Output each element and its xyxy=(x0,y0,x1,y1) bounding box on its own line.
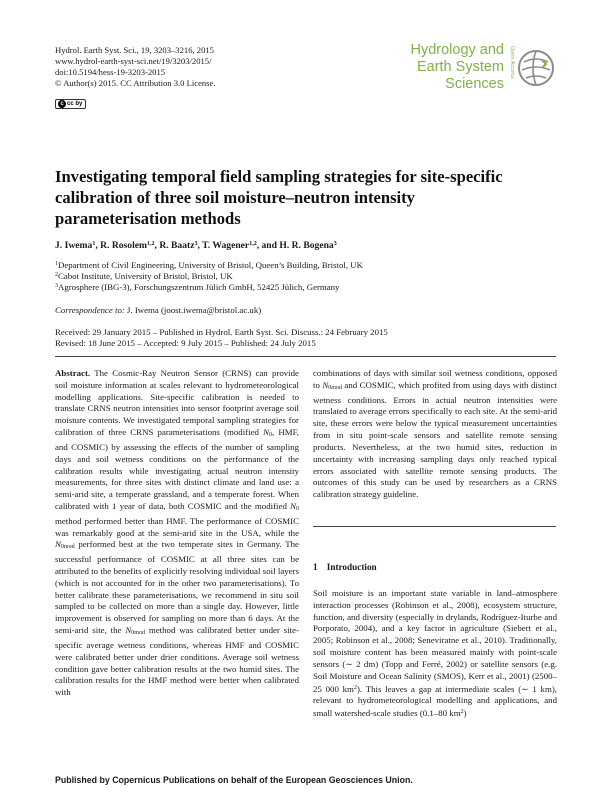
revised-dates: Revised: 18 June 2015 – Accepted: 9 July 2015 – Published: 24 July 2015 xyxy=(55,338,316,348)
abstract-divider xyxy=(313,526,556,527)
affiliation: $^3$Agrosphere (IBG-3), Forschungszentrum Jülich GmbH, 52425 Jülich, Germany xyxy=(55,282,340,292)
abstract: Abstract. The Cosmic-Ray Neutron Sensor (CRNS) can provide soil moisture information at scales relevant to hydrometeorological modelling applications. Site-specific calibration is needed to translate CRNS neutron intensities into sensor footprint average soil moisture contents. We investigated temporal sampling strategies for calibration of three CRNS parameterisations (modified $N_0$, HMF, and COSMIC) by assessing the effects of the number of sampling days and soil wetness conditions on the performance of the calibration results while investigating actual neutron intensity measurements, for three sites with distinct climate and land use: a semi-arid site, a temperate grassland, and a temperate forest. When calibrated with 1 year of data, both COSMIC and the modified $N_0$ method performed better than HMF. The performance of COSMIC was remarkably good at the semi-arid site in the USA, while the $N_{0mod}$ performed best at the two temperate sites in Germany. The successful performance of COSMIC at all three sites can be attributed to the benefits of explicitly resolving individual soil layers (which is not accounted for in the other two parameterisations). To better calibrate these parameterisations, we recommend in situ soil sampled to be collected on more than a single day. However, little improvement is observed for sampling on more than 6 days. At the semi-arid site, the $N_{0mod}$ method was calibrated better under site-specific average wetness conditions, whereas HMF and COSMIC were calibrated better under drier conditions. Average soil wetness condition gave better calibration results at the two humid sites. The calibration results for the HMF method were better when calibrated with xyxy=(55,368,299,698)
author-list: J. Iwema$^1$, R. Rosolem$^{1,2}$, R. Baatz$^3$, T. Wagener$^{1,2}$, and H. R. Bogena$^3$ xyxy=(55,240,337,251)
abstract-label: Abstract. xyxy=(55,368,91,378)
logo-line-2: Earth System xyxy=(416,59,504,75)
author-affiliation-mark: 1 xyxy=(92,241,96,247)
journal-citation: Hydrol. Earth Syst. Sci., 19, 3203–3216, 2015 xyxy=(55,45,214,55)
author-affiliation-mark: 3 xyxy=(333,241,337,247)
author: T. Wagener xyxy=(202,240,250,251)
cc-icon: c xyxy=(58,100,66,108)
author-affiliation-mark: 3 xyxy=(194,241,198,247)
section-heading xyxy=(313,562,377,572)
license-line: © Author(s) 2015. CC Attribution 3.0 License. xyxy=(55,78,216,88)
logo-line-1: Hydrology and xyxy=(410,42,504,58)
title-line-1: Investigating temporal field sampling strategies for site-specific xyxy=(55,167,503,186)
author: R. Rosolem xyxy=(100,240,148,251)
section-title: Introduction xyxy=(326,562,377,572)
correspondence-email[interactable]: J. Iwema (joost.iwema@bristol.ac.uk) xyxy=(127,305,262,315)
author: R. Baatz xyxy=(159,240,195,251)
title-line-2: calibration of three soil moisture–neutron intensity xyxy=(55,188,415,207)
open-access-label: Open Access xyxy=(509,46,515,79)
article-url[interactable]: www.hydrol-earth-syst-sci.net/19/3203/2015/ xyxy=(55,56,212,66)
section-number: 1 xyxy=(313,562,318,572)
paper-title xyxy=(55,166,535,229)
publisher-footer: Published by Copernicus Publications on behalf of the European Geosciences Union. xyxy=(55,775,413,785)
affiliation: $^1$Department of Civil Engineering, University of Bristol, Queen’s Building, Bristol, UK xyxy=(55,260,363,270)
cc-badge-label: cc by xyxy=(67,101,83,107)
logo-line-3: Sciences xyxy=(445,76,504,92)
author: H. R. Bogena xyxy=(279,240,334,251)
author-affiliation-mark: 1,2 xyxy=(147,241,155,247)
author: J. Iwema xyxy=(55,240,93,251)
correspondence xyxy=(55,305,261,316)
journal-logo xyxy=(378,40,558,102)
cc-by-badge[interactable] xyxy=(55,92,86,110)
introduction-text: Soil moisture is an important state variable in land–atmosphere interaction processes (Robinson et al., 2008), ecosystem structure, function, and diversity (especially in drylands, Rodríguez-Iturbe and Porporato, 2004), and a key factor in agriculture (Siebert et al., 2005; Robinson et al., 2008; Seneviratne et al., 2010). Traditionally, soil moisture content has been measured mainly with point-scale sensors (∼ 2 dm) (Topp and Ferré, 2002) or satellite sensors (e.g. Soil Moisture and Ocean Salinity (SMOS), Kerr et al., 2001) (2500–25 000 $km^2$). This leaves a gap at intermediate scales (∼ 1 km), relevant to hydrometeorological modelling and applications, and small watershed-scale studies (0.1–80 $km^2$) xyxy=(313,588,557,719)
author-affiliation-mark: 1,2 xyxy=(249,241,257,247)
open-access-globe-icon xyxy=(516,48,556,88)
header-divider xyxy=(55,356,556,357)
correspondence-label: Correspondence to: xyxy=(55,305,125,315)
title-line-3: parameterisation methods xyxy=(55,209,241,228)
article-doi[interactable]: doi:10.5194/hess-19-3203-2015 xyxy=(55,67,166,77)
abstract-continued: combinations of days with similar soil wetness conditions, opposed to $N_{0mod}$ and COSMIC, which profited from using days with distinct wetness conditions. Errors in actual neutron intensities were translated to average errors specifically to each site. At the semi-arid site, these errors were below the typical measurement uncertainties from in situ point-scale sensors and satellite remote sensing products. Nevertheless, at the two humid sites, reduction in uncertainty with increasing sampling days only reached typical errors associated with satellite remote sensing products. The outcomes of this study can be used by researchers as a CRNS calibration strategy guideline. xyxy=(313,368,557,500)
received-dates: Received: 29 January 2015 – Published in Hydrol. Earth Syst. Sci. Discuss.: 24 February 2015 xyxy=(55,327,388,337)
affiliation: $^2$Cabot Institute, University of Bristol, Bristol, UK xyxy=(55,271,233,281)
